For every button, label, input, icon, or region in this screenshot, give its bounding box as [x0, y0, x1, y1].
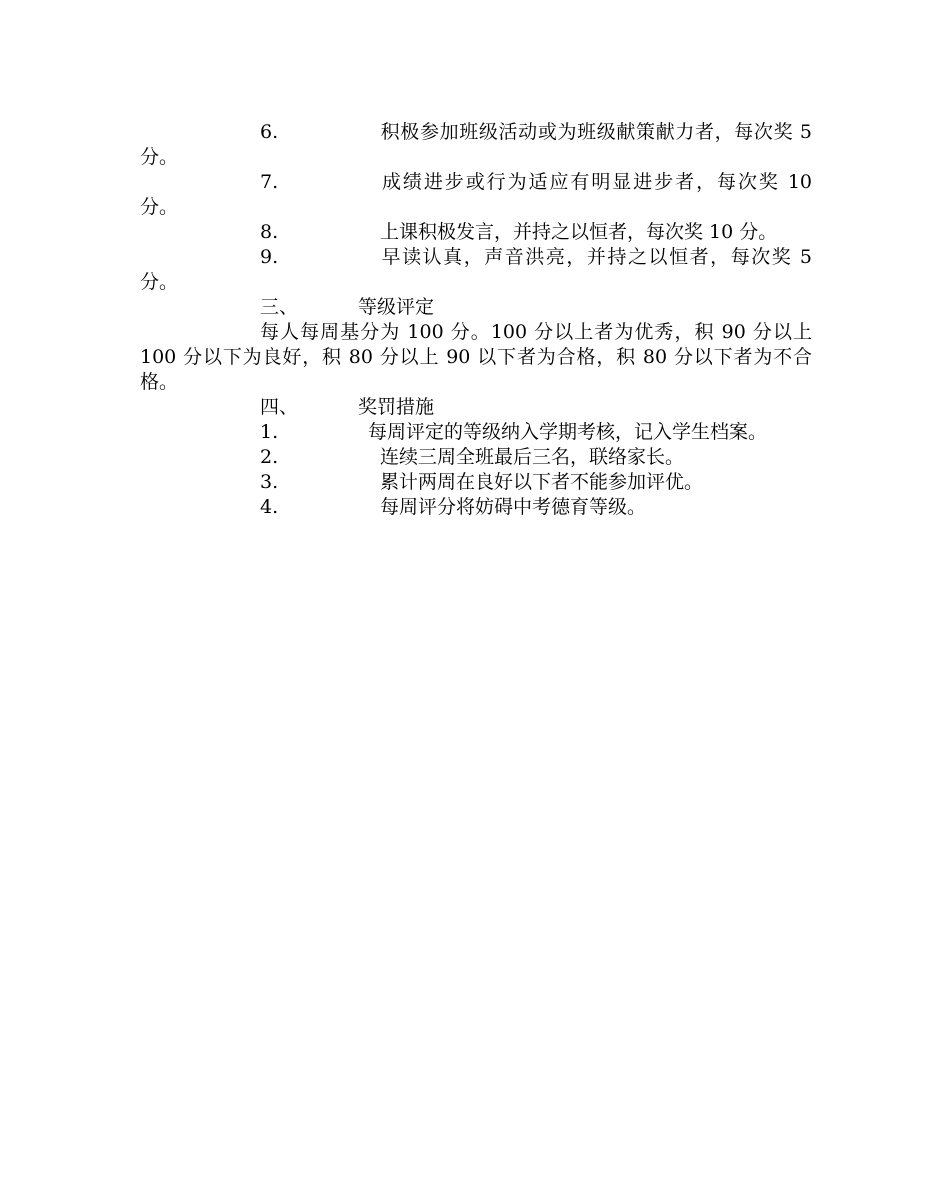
section-heading [140, 395, 812, 420]
item-number: 6. [260, 121, 279, 143]
list-item [140, 495, 812, 520]
item-text: 积极参加班级活动或为班级献策献力者，每次奖 5 分。 [140, 121, 812, 168]
item-number: 1. [260, 421, 279, 443]
item-text: 成绩进步或行为适应有明显进步者，每次奖 10 分。 [140, 171, 812, 218]
section-number: 四、 [260, 396, 299, 418]
section-number: 三、 [260, 296, 299, 318]
section-title: 等级评定 [358, 296, 435, 318]
list-item [140, 470, 812, 495]
item-text: 上课积极发言，并持之以恒者，每次奖 10 分。 [380, 221, 778, 243]
section-title: 奖罚措施 [358, 396, 435, 418]
list-item [140, 120, 812, 170]
item-number: 9. [260, 246, 279, 268]
item-number: 3. [260, 471, 279, 493]
list-item [140, 220, 812, 245]
section-body: 每人每周基分为 100 分。100 分以上者为优秀，积 90 分以上 100 分以下为良好，积 80 分以上 90 以下者为合格，积 80 分以下者为不合格。 [140, 321, 812, 393]
item-number: 4. [260, 496, 279, 518]
item-text: 每周评分将妨碍中考德育等级。 [380, 496, 647, 518]
item-text: 早读认真，声音洪亮，并持之以恒者，每次奖 5 分。 [140, 246, 812, 293]
item-number: 7. [260, 171, 279, 193]
list-item [140, 170, 812, 220]
section-heading [140, 295, 812, 320]
item-number: 8. [260, 221, 279, 243]
list-item [140, 420, 812, 445]
document-page [140, 120, 812, 520]
item-text: 每周评定的等级纳入学期考核，记入学生档案。 [368, 421, 768, 443]
item-text: 连续三周全班最后三名，联络家长。 [380, 446, 685, 468]
list-item [140, 245, 812, 295]
list-item [140, 445, 812, 470]
item-number: 2. [260, 446, 279, 468]
item-text: 累计两周在良好以下者不能参加评优。 [380, 471, 704, 493]
